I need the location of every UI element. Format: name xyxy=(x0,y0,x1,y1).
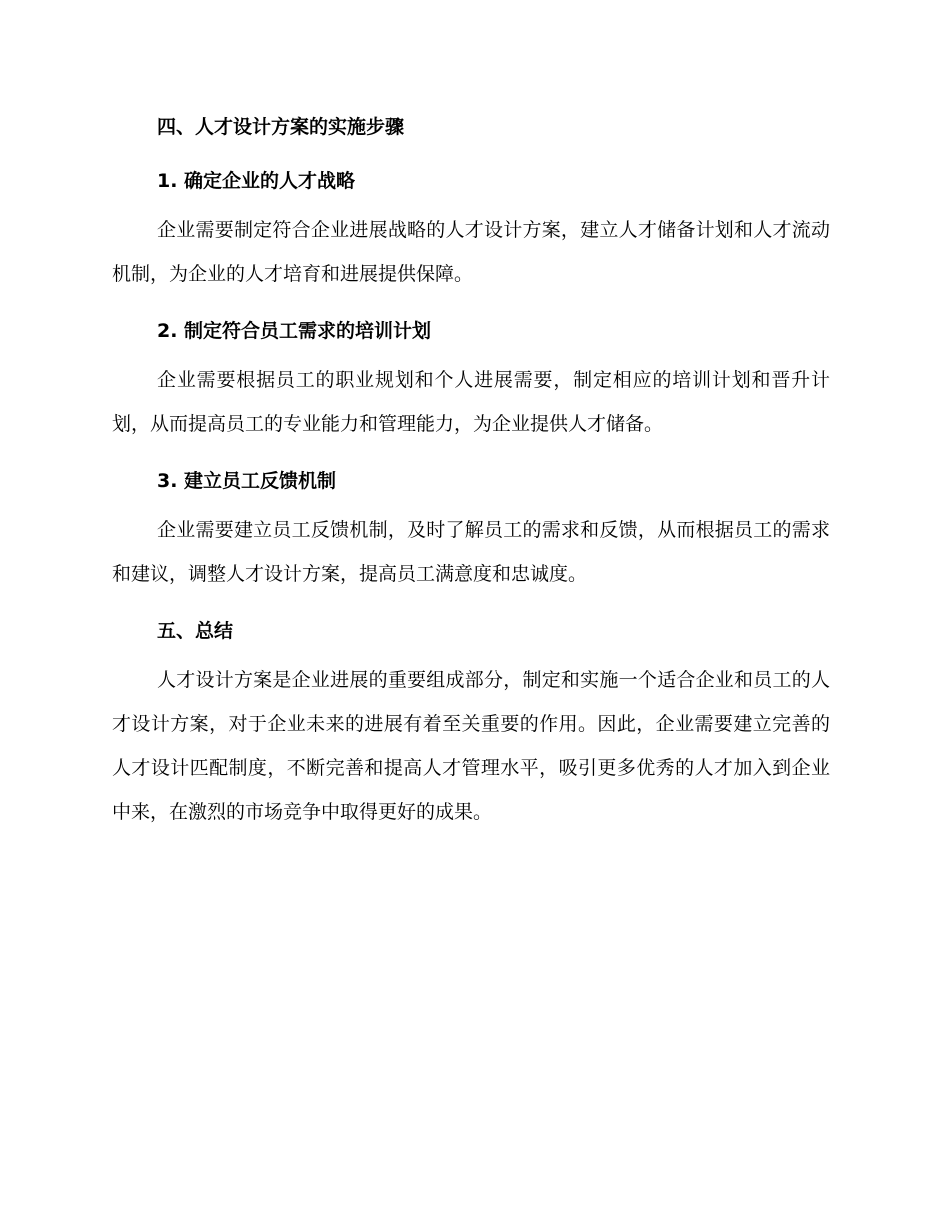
step-1-body: 企业需要制定符合企业进展战略的人才设计方案，建立人才储备计划和人才流动机制，为企业的人才培育和进展提供保障。 xyxy=(112,219,830,285)
section-5-title: 五、总结 xyxy=(157,620,234,642)
document-content xyxy=(112,108,830,834)
step-1-heading: 1. 确定企业的人才战略 xyxy=(157,170,356,192)
step-2-body: 企业需要根据员工的职业规划和个人进展需要，制定相应的培训计划和晋升计划，从而提高员工的专业能力和管理能力，为企业提供人才储备。 xyxy=(112,369,830,435)
step-3-body: 企业需要建立员工反馈机制，及时了解员工的需求和反馈，从而根据员工的需求和建议，调整人才设计方案，提高员工满意度和忠诚度。 xyxy=(112,519,830,585)
step-2-heading: 2. 制定符合员工需求的培训计划 xyxy=(157,320,432,342)
summary-body: 人才设计方案是企业进展的重要组成部分，制定和实施一个适合企业和员工的人才设计方案，对于企业未来的进展有着至关重要的作用。因此，企业需要建立完善的人才设计匹配制度，不断完善和提高人才管理水平，吸引更多优秀的人才加入到企业中来，在激烈的市场竞争中取得更好的成果。 xyxy=(112,669,830,823)
section-4-title: 四、人才设计方案的实施步骤 xyxy=(157,116,405,138)
step-3-heading: 3. 建立员工反馈机制 xyxy=(157,470,337,492)
